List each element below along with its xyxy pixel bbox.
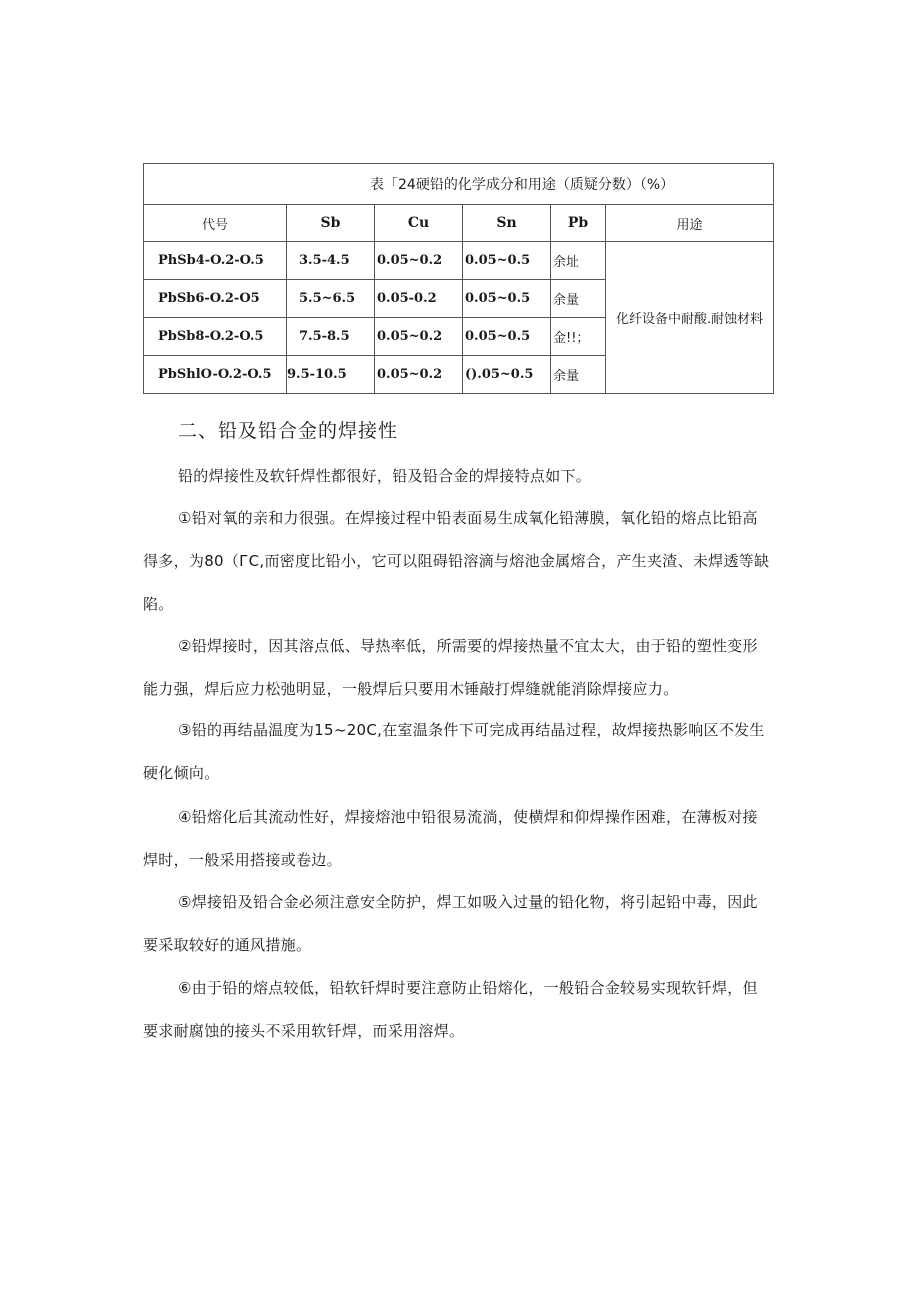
table-row xyxy=(144,242,774,280)
cell-usage: 化纤设备中耐酸.耐蚀材料 xyxy=(606,242,774,394)
cell-code: PbSb6-O.2-O5 xyxy=(144,280,287,318)
cell-sn: 0.05~0.5 xyxy=(463,242,551,280)
cell-sn: 0.05~0.5 xyxy=(463,318,551,356)
cell-code: PbShlO-O.2-O.5 xyxy=(144,356,287,394)
cell-cu: 0.05~0.2 xyxy=(375,356,463,394)
cell-pb: 余量 xyxy=(551,280,606,318)
cell-pb: 金!!； xyxy=(551,318,606,356)
table-header-row xyxy=(144,205,774,242)
cell-sn: 0.05~0.5 xyxy=(463,280,551,318)
cell-cu: 0.05~0.2 xyxy=(375,242,463,280)
header-usage: 用途 xyxy=(606,205,774,242)
paragraph-point-6: ⑥由于铅的熔点较低，铅软钎焊时要注意防止铅熔化，一般铅合金较易实现软钎焊，但要求耐腐蚀的接头不采用软钎焊，而采用溶焊。 xyxy=(143,979,758,1040)
cell-sn: ().05~0.5 xyxy=(463,356,551,394)
paragraph-point-1: ①铅对氧的亲和力很强。在焊接过程中铅表面易生成氧化铅薄膜，氧化铅的熔点比铅高得多，为80（ГC,而密度比铅小，它可以阻碍铅溶滴与熔池金属熔合，产生夹渣、未焊透等缺陷。 xyxy=(143,509,770,613)
cell-sb: 7.5-8.5 xyxy=(287,318,375,356)
header-sn: Sn xyxy=(463,205,551,242)
cell-code: PhSb4-O.2-O.5 xyxy=(144,242,287,280)
paragraph-point-4: ④铅熔化后其流动性好，焊接熔池中铅很易流淌，使横焊和仰焊操作困难，在薄板对接焊时，一般采用搭接或卷边。 xyxy=(143,808,758,869)
header-sb: Sb xyxy=(287,205,375,242)
table-caption: 表「24硬铅的化学成分和用途（质疑分数）（%） xyxy=(144,164,774,205)
header-pb: Pb xyxy=(551,205,606,242)
cell-pb: 余量 xyxy=(551,356,606,394)
cell-sb: 5.5~6.5 xyxy=(287,280,375,318)
header-cu: Cu xyxy=(375,205,463,242)
paragraph-point-3: ③铅的再结晶温度为15~20C,在室温条件下可完成再结晶过程，故焊接热影响区不发生硬化倾向。 xyxy=(143,721,765,782)
cell-cu: 0.05-0.2 xyxy=(375,280,463,318)
cell-sb: 3.5-4.5 xyxy=(287,242,375,280)
cell-sb: 9.5-10.5 xyxy=(287,356,375,394)
alloy-composition-table xyxy=(143,163,774,394)
section-heading: 二、铅及铅合金的焊接性 xyxy=(178,420,399,442)
paragraph-point-2: ②铅焊接时，因其溶点低、导热率低，所需要的焊接热量不宜太大，由于铅的塑性变形能力强，焊后应力松弛明显，一般焊后只要用木锤敲打焊缝就能消除焊接应力。 xyxy=(143,637,758,698)
cell-code: PbSb8-O.2-O.5 xyxy=(144,318,287,356)
header-code: 代号 xyxy=(144,205,287,242)
paragraph-intro: 铅的焊接性及软钎焊性都很好，铅及铅合金的焊接特点如下。 xyxy=(178,467,592,485)
cell-pb: 余址 xyxy=(551,242,606,280)
cell-cu: 0.05~0.2 xyxy=(375,318,463,356)
paragraph-point-5: ⑤焊接铅及铅合金必须注意安全防护，焊工如吸入过量的铅化物，将引起铅中毒，因此要采取较好的通风措施。 xyxy=(143,893,758,954)
